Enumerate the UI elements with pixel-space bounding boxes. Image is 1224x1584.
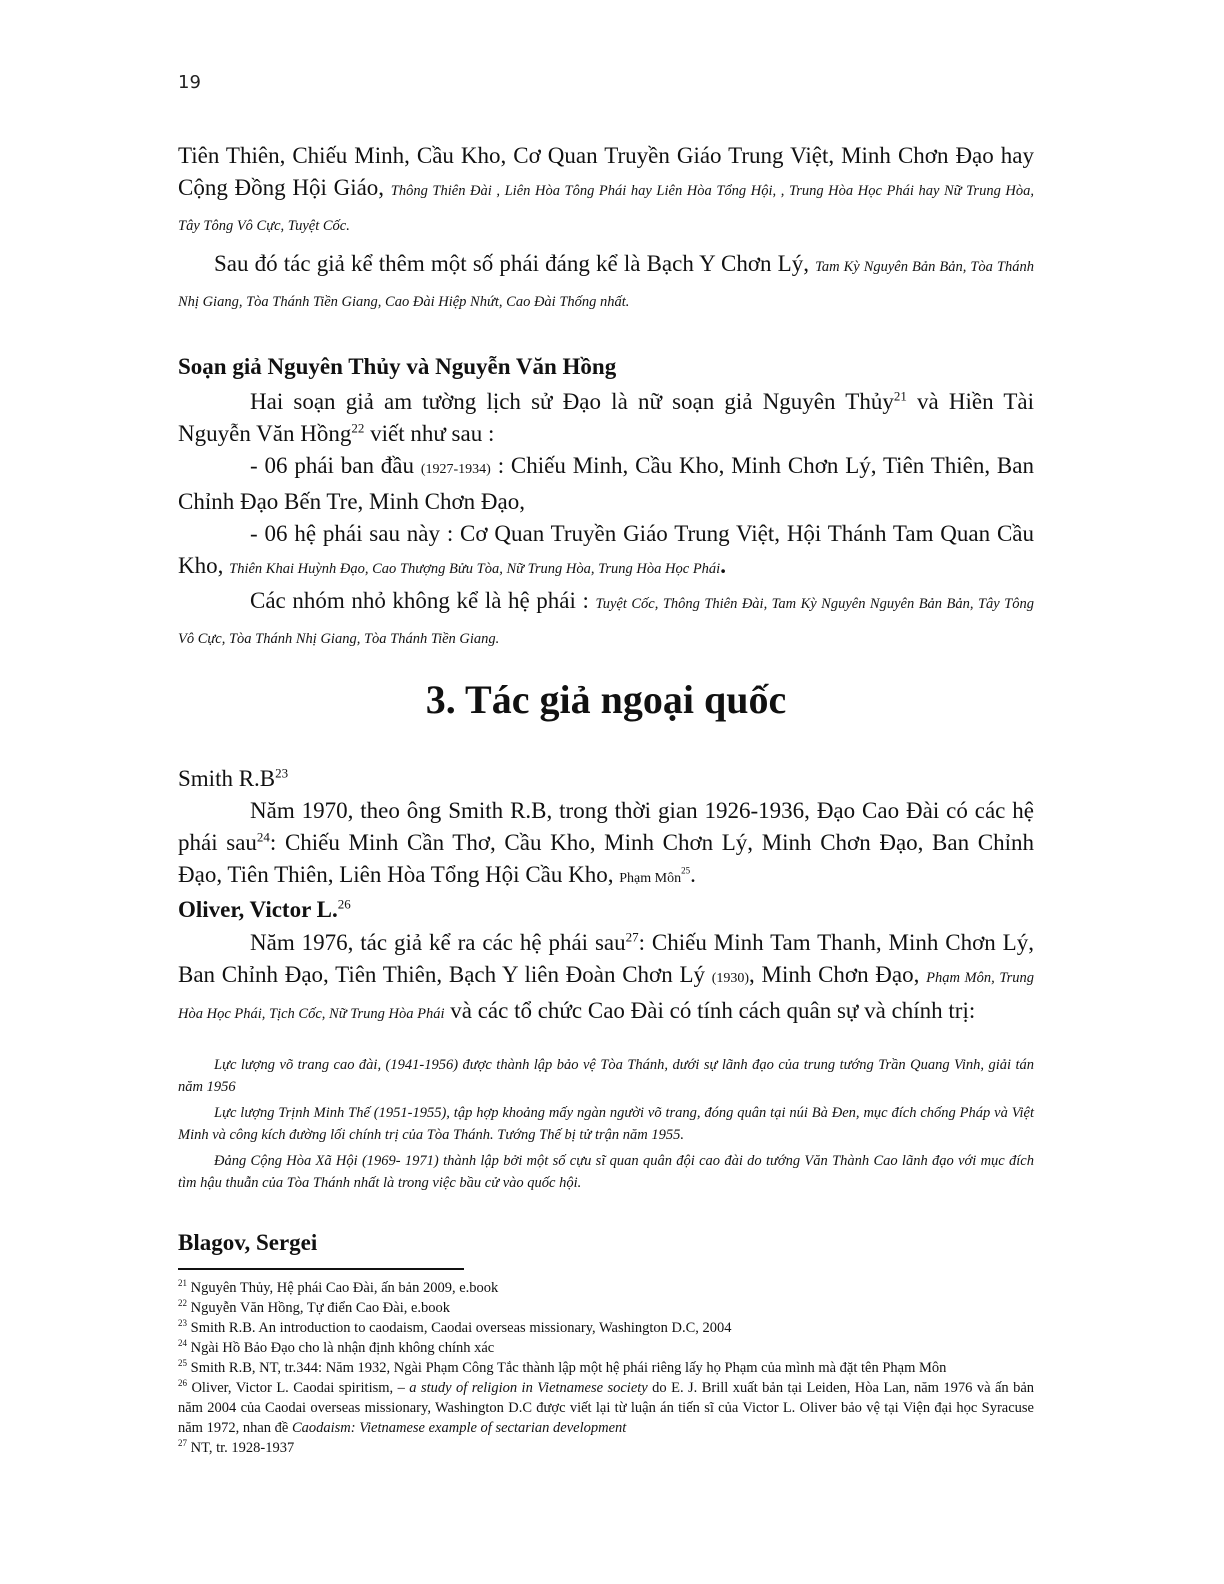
footnote-text: Ngài Hồ Bảo Đạo cho là nhận định không chính xác: [190, 1340, 495, 1356]
footnote-27: [178, 1438, 1034, 1458]
nguyen-p1-text-b: và Hiền Tài Nguyễn Văn Hồng: [178, 389, 1034, 446]
intro-small-list: Thông Thiên Đài , Liên Hòa Tông Phái hay Liên Hòa Tổng Hội, , Trung Hòa Học Phái hay Nữ Trung Hòa, Tây Tông Vô Cực, Tuyệt Cốc.: [178, 183, 1035, 234]
footnote-number: 23: [178, 1318, 187, 1329]
page-number: 19: [178, 72, 201, 93]
smith-text: Năm 1970, theo ông Smith R.B, trong thời gian 1926-1936, Đạo Cao Đài có các hệ phái sau: [178, 798, 1034, 855]
footnote-divider: [178, 1268, 464, 1270]
footnote-text: Nguyên Thủy, Hệ phái Cao Đài, ấn bản 2009, e.book: [190, 1280, 499, 1296]
footnote-text: NT, tr. 1928-1937: [190, 1440, 295, 1456]
footnote-text: Nguyễn Văn Hồng, Tự điển Cao Đài, e.book: [190, 1300, 451, 1316]
nguyen-p1-text: Hai soạn giả am tường lịch sử Đạo là nữ soạn giả Nguyên Thủy: [250, 389, 894, 414]
smith-heading: [178, 763, 1034, 795]
smith-pham-mon: Phạm Môn: [619, 871, 682, 886]
footnote-24: [178, 1338, 1034, 1358]
oliver-paragraph: [178, 927, 1034, 1030]
nguyen-p1-text-c: viết như sau :: [364, 421, 495, 446]
nguyen-paragraph-3: - 06 hệ phái sau này : Cơ Quan Truyền Giáo Trung Việt, Hội Thánh Tam Quan Cầu Kho, Thiên Khai Huỳnh Đạo, Cao Thượng Bửu Tòa, Nữ Trung Hòa, Trung Hòa Học Phái.: [178, 521, 1034, 578]
footnote-book-title: a study of religion in Vietnamese society: [409, 1380, 648, 1396]
note-item: Đảng Cộng Hòa Xã Hội (1969- 1971) thành lập bởi một số cựu sĩ quan quân đội cao đài do tướng Văn Thành Cao lãnh đạo với mục đích tìm hậu thuẫn của Tòa Thánh nhất là trong việc bầu cử vào quốc hội.: [178, 1153, 1034, 1191]
nguyen-paragraph-1: [178, 386, 1034, 450]
intro-paragraph-2: [178, 248, 1034, 318]
nguyen-paragraph-2: [178, 450, 1034, 518]
footnote-text: Oliver, Victor L. Caodai spiritism, –: [191, 1380, 410, 1396]
footnote-26: [178, 1378, 1034, 1438]
note-item: Lực lượng Trịnh Minh Thế (1951-1955), tập hợp khoảng mấy ngàn người võ trang, đóng quân tại núi Bà Đen, mục đích chống Pháp và Việt Minh và công kích đường lối chính trị của Tòa Thánh. Tướng Thế bị tử trận năm 1955.: [178, 1105, 1034, 1143]
nguyen-p2-years: (1927-1934): [420, 462, 491, 477]
footnote-ref-25[interactable]: 25: [681, 865, 691, 876]
footnote-25: [178, 1358, 1034, 1378]
intro-paragraph-1: [178, 140, 1034, 242]
blagov-heading: Blagov, Sergei: [178, 1230, 318, 1255]
oliver-text-b: : Chiếu Minh Tam Thanh, Minh Chơn Lý, Ban Chỉnh Đạo, Tiên Thiên, Bạch Y liên Đoàn Chơn Lý: [178, 930, 1034, 987]
nguyen-p3-small-list: Thiên Khai Huỳnh Đạo, Cao Thượng Bửu Tòa, Nữ Trung Hòa, Trung Hòa Học Phái: [229, 561, 721, 577]
note-item: Lực lượng võ trang cao đài, (1941-1956) được thành lập bảo vệ Tòa Thánh, dưới sự lãnh đạo của trung tướng Trần Quang Vinh, giải tán năm 1956: [178, 1057, 1034, 1095]
footnote-text-b: do E. J. Brill xuất bản tại Leiden, Hòa Lan, năm 1976 và ấn bản năm 2004 của Caodai overseas missionary, Washington D.C được viết lại từ luận án tiến sĩ của Victor L. Oliver bảo vệ tại Viện đại học Syracuse năm 1972, nhan đề: [178, 1380, 1035, 1436]
footnote-number: 25: [178, 1358, 187, 1369]
nguyen-paragraph-4: [178, 585, 1034, 655]
footnote-text: Smith R.B, NT, tr.344: Năm 1932, Ngài Phạm Công Tắc thành lập một hệ phái riêng lấy họ Phạm của mình mà đặt tên Phạm Môn: [190, 1360, 947, 1376]
smith-text-b: : Chiếu Minh Cần Thơ, Cầu Kho, Minh Chơn Lý, Minh Chơn Đạo, Ban Chỉnh Đạo, Tiên Thiên, Liên Hòa Tổng Hội Cầu Kho,: [178, 830, 1034, 887]
page-content: [178, 140, 1034, 1458]
footnote-ref-26[interactable]: 26: [337, 896, 351, 912]
oliver-text: Năm 1976, tác giả kể ra các hệ phái sau: [250, 930, 626, 955]
footnote-21: [178, 1278, 1034, 1298]
oliver-year: (1930): [711, 971, 750, 986]
nguyen-heading: Soạn giả Nguyên Thủy và Nguyễn Văn Hồng: [178, 354, 617, 379]
oliver-heading: [178, 895, 1034, 925]
footnote-number: 22: [178, 1298, 187, 1309]
footnote-22: [178, 1298, 1034, 1318]
intro-text: Tiên Thiên, Chiếu Minh, Cầu Kho, Cơ Quan Truyền Giáo Trung Việt, Minh Chơn Đạo hay Cộng Đồng Hội Giáo,: [178, 143, 1034, 200]
footnote-23: [178, 1318, 1034, 1338]
footnote-number: 26: [178, 1378, 187, 1389]
intro-small-list-2: Tam Kỳ Nguyên Bản Bản, Tòa Thánh Nhị Giang, Tòa Thánh Tiền Giang, Cao Đài Hiệp Nhứt, Cao Đài Thống nhất.: [178, 259, 1035, 310]
section-3-title: 3. Tác giả ngoại quốc: [425, 677, 787, 722]
footnote-ref-21[interactable]: 21: [893, 388, 907, 404]
footnote-number: 21: [178, 1278, 187, 1289]
nguyen-p3-text: - 06 hệ phái sau này : Cơ Quan Truyền Giáo Trung Việt, Hội Thánh Tam Quan Cầu Kho,: [178, 521, 1034, 578]
footnotes: [178, 1278, 1034, 1458]
footnote-ref-22[interactable]: 22: [351, 420, 365, 436]
nguyen-p4-text: Các nhóm nhỏ không kể là hệ phái :: [250, 588, 589, 613]
footnote-text: Smith R.B. An introduction to caodaism, Caodai overseas missionary, Washington D.C, 2004: [190, 1320, 732, 1336]
footnote-number: 24: [178, 1338, 187, 1349]
military-notes: [178, 1054, 1034, 1194]
oliver-small-list: Phạm Môn, Trung Hòa Học Phái, Tịch Cốc, Nữ Trung Hòa Phái: [178, 970, 1034, 1022]
footnote-ref-24[interactable]: 24: [256, 829, 270, 845]
smith-paragraph: Năm 1970, theo ông Smith R.B, trong thời gian 1926-1936, Đạo Cao Đài có các hệ phái sau$^{24}$: Chiếu Minh Cần Thơ, Cầu Kho, Minh Chơn Lý, Minh Chơn Đạo, Ban Chỉnh Đạo, Tiên Thiên, Liên Hòa Tổng Hội Cầu Kho, Phạm Môn$^{25}$.: [178, 798, 1034, 887]
nguyen-p2-text-b: : Chiếu Minh, Cầu Kho, Minh Chơn Lý, Tiên Thiên, Ban Chỉnh Đạo Bến Tre, Minh Chơn Đạo,: [178, 453, 1034, 514]
footnote-thesis-title: Caodaism: Vietnamese example of sectarian development: [291, 1420, 627, 1436]
nguyen-p4-small-list: Tuyệt Cốc, Thông Thiên Đài, Tam Kỳ Nguyên Nguyên Bản Bản, Tây Tông Vô Cực, Tòa Thánh Nhị Giang, Tòa Thánh Tiền Giang.: [178, 596, 1034, 647]
smith-heading-text: Smith R.B: [178, 766, 276, 791]
footnote-ref-23[interactable]: 23: [275, 765, 289, 781]
footnote-ref-27[interactable]: 27: [625, 929, 639, 945]
oliver-text-c: , Minh Chơn Đạo,: [749, 962, 920, 987]
oliver-text-d: và các tổ chức Cao Đài có tính cách quân sự và chính trị:: [450, 998, 976, 1023]
footnote-number: 27: [178, 1438, 187, 1449]
nguyen-p2-text: - 06 phái ban đầu: [250, 453, 421, 478]
intro-text-2: Sau đó tác giả kể thêm một số phái đáng kể là Bạch Y Chơn Lý,: [214, 251, 809, 276]
oliver-heading-text: Oliver, Victor L.: [178, 897, 338, 922]
